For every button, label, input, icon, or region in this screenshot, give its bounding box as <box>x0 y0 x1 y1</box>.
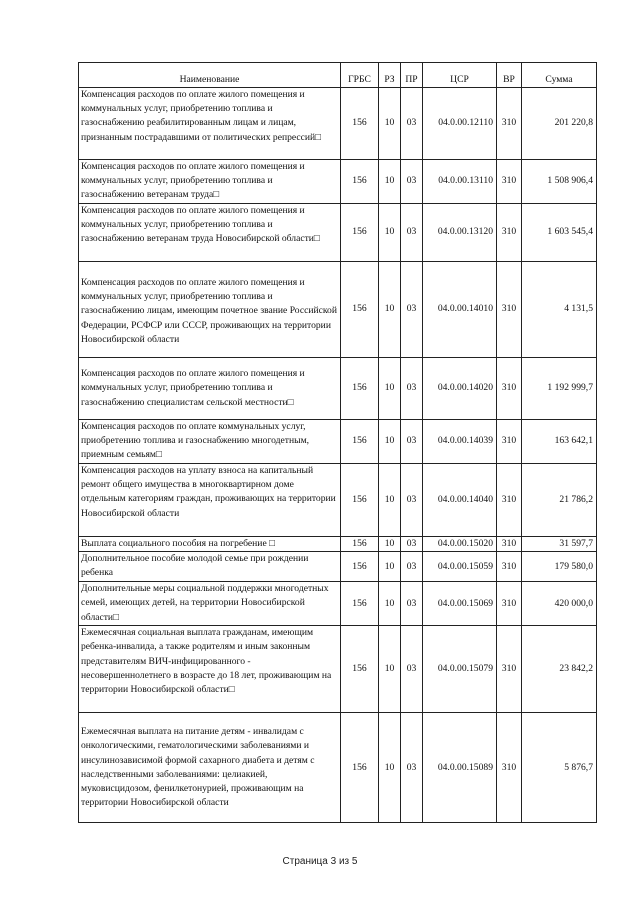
cell-rz: 10 <box>379 713 401 823</box>
cell-sum: 31 597,7 <box>522 537 597 552</box>
table-row <box>79 626 597 713</box>
cell-grbs: 156 <box>341 420 379 464</box>
cell-name: Выплата социального пособия на погребение □ <box>79 537 341 552</box>
cell-vr: 310 <box>497 537 522 552</box>
cell-rz: 10 <box>379 420 401 464</box>
cell-rz: 10 <box>379 464 401 537</box>
table-row <box>79 358 597 420</box>
header-rz: РЗ <box>379 63 401 88</box>
cell-grbs: 156 <box>341 160 379 204</box>
cell-sum: 4 131,5 <box>522 262 597 358</box>
cell-sum: 201 220,8 <box>522 88 597 160</box>
header-pr: ПР <box>401 63 423 88</box>
header-grbs: ГРБС <box>341 63 379 88</box>
table-row <box>79 537 597 552</box>
page-number: Страница 3 из 5 <box>282 856 358 867</box>
cell-rz: 10 <box>379 262 401 358</box>
cell-name: Компенсация расходов по оплате жилого помещения и коммунальных услуг, приобретению топлива и газоснабжению специалистам сельской местности□ <box>79 358 341 420</box>
cell-vr: 310 <box>497 713 522 823</box>
cell-csr: 04.0.00.14020 <box>423 358 497 420</box>
cell-sum: 163 642,1 <box>522 420 597 464</box>
cell-vr: 310 <box>497 552 522 582</box>
cell-rz: 10 <box>379 552 401 582</box>
cell-sum: 21 786,2 <box>522 464 597 537</box>
cell-grbs: 156 <box>341 537 379 552</box>
cell-csr: 04.0.00.14010 <box>423 262 497 358</box>
header-vr: ВР <box>497 63 522 88</box>
cell-sum: 1 192 999,7 <box>522 358 597 420</box>
cell-name: Ежемесячная социальная выплата гражданам, имеющим ребенка-инвалида, а также родителям и иным законным представителям ВИЧ-инфицированного - несовершеннолетнего в возрасте до 18 лет, проживающим на территории Новосибирской области□ <box>79 626 341 713</box>
header-name: Наименование <box>79 63 341 88</box>
cell-rz: 10 <box>379 582 401 626</box>
header-csr: ЦСР <box>423 63 497 88</box>
header-sum: Сумма <box>522 63 597 88</box>
cell-name: Компенсация расходов по оплате жилого помещения и коммунальных услуг, приобретению топлива и газоснабжению реабилитированным лицам и лицам, признанным пострадавшими от политических репрессий□ <box>79 88 341 160</box>
cell-sum: 1 603 545,4 <box>522 204 597 262</box>
cell-sum: 179 580,0 <box>522 552 597 582</box>
cell-name: Компенсация расходов по оплате коммунальных услуг, приобретению топлива и газоснабжению многодетным, приемным семьям□ <box>79 420 341 464</box>
cell-grbs: 156 <box>341 262 379 358</box>
cell-pr: 03 <box>401 262 423 358</box>
table-row <box>79 464 597 537</box>
cell-csr: 04.0.00.15059 <box>423 552 497 582</box>
cell-rz: 10 <box>379 626 401 713</box>
cell-csr: 04.0.00.14040 <box>423 464 497 537</box>
cell-pr: 03 <box>401 537 423 552</box>
budget-table <box>78 62 597 823</box>
table-row <box>79 552 597 582</box>
cell-rz: 10 <box>379 537 401 552</box>
cell-csr: 04.0.00.13110 <box>423 160 497 204</box>
cell-sum: 23 842,2 <box>522 626 597 713</box>
cell-vr: 310 <box>497 358 522 420</box>
cell-grbs: 156 <box>341 552 379 582</box>
cell-grbs: 156 <box>341 464 379 537</box>
cell-vr: 310 <box>497 88 522 160</box>
cell-vr: 310 <box>497 160 522 204</box>
cell-name: Дополнительные меры социальной поддержки многодетных семей, имеющих детей, на территории Новосибирской области□ <box>79 582 341 626</box>
cell-csr: 04.0.00.15089 <box>423 713 497 823</box>
table-row <box>79 160 597 204</box>
cell-csr: 04.0.00.15020 <box>423 537 497 552</box>
cell-name: Дополнительное пособие молодой семье при рождении ребенка <box>79 552 341 582</box>
cell-grbs: 156 <box>341 358 379 420</box>
cell-pr: 03 <box>401 420 423 464</box>
cell-name: Ежемесячная выплата на питание детям - инвалидам с онкологическими, гематологическими заболеваниями и инсулинозависимой формой сахарного диабета и детям с наследственными заболеваниями: целиакией, муковисцидозом, фенилкетонурией, проживающим на территории Новосибирской области <box>79 713 341 823</box>
cell-grbs: 156 <box>341 582 379 626</box>
cell-pr: 03 <box>401 552 423 582</box>
table-row <box>79 262 597 358</box>
cell-csr: 04.0.00.14039 <box>423 420 497 464</box>
cell-pr: 03 <box>401 626 423 713</box>
table-row <box>79 713 597 823</box>
cell-csr: 04.0.00.12110 <box>423 88 497 160</box>
cell-vr: 310 <box>497 626 522 713</box>
cell-pr: 03 <box>401 160 423 204</box>
cell-pr: 03 <box>401 358 423 420</box>
cell-pr: 03 <box>401 713 423 823</box>
table-row <box>79 420 597 464</box>
cell-vr: 310 <box>497 464 522 537</box>
cell-csr: 04.0.00.15069 <box>423 582 497 626</box>
cell-pr: 03 <box>401 88 423 160</box>
cell-rz: 10 <box>379 358 401 420</box>
table-row <box>79 582 597 626</box>
cell-sum: 420 000,0 <box>522 582 597 626</box>
cell-pr: 03 <box>401 204 423 262</box>
table-row <box>79 88 597 160</box>
cell-grbs: 156 <box>341 626 379 713</box>
cell-name: Компенсация расходов по оплате жилого помещения и коммунальных услуг, приобретению топлива и газоснабжению ветеранам труда Новосибирской области□ <box>79 204 341 262</box>
cell-grbs: 156 <box>341 204 379 262</box>
cell-csr: 04.0.00.15079 <box>423 626 497 713</box>
cell-vr: 310 <box>497 582 522 626</box>
cell-rz: 10 <box>379 204 401 262</box>
cell-sum: 1 508 906,4 <box>522 160 597 204</box>
cell-rz: 10 <box>379 160 401 204</box>
cell-sum: 5 876,7 <box>522 713 597 823</box>
cell-grbs: 156 <box>341 88 379 160</box>
table-row <box>79 204 597 262</box>
cell-grbs: 156 <box>341 713 379 823</box>
cell-csr: 04.0.00.13120 <box>423 204 497 262</box>
cell-vr: 310 <box>497 262 522 358</box>
cell-pr: 03 <box>401 464 423 537</box>
cell-name: Компенсация расходов по оплате жилого помещения и коммунальных услуг, приобретению топлива и газоснабжению лицам, имеющим почетное звание Российской Федерации, РСФСР или СССР, проживающих на территории Новосибирской области <box>79 262 341 358</box>
cell-name: Компенсация расходов по оплате жилого помещения и коммунальных услуг, приобретению топлива и газоснабжению ветеранам труда□ <box>79 160 341 204</box>
cell-vr: 310 <box>497 204 522 262</box>
cell-name: Компенсация расходов на уплату взноса на капитальный ремонт общего имущества в многоквартирном доме отдельным категориям граждан, проживающих на территории Новосибирской области <box>79 464 341 537</box>
table-header-row <box>79 63 597 88</box>
cell-rz: 10 <box>379 88 401 160</box>
cell-pr: 03 <box>401 582 423 626</box>
cell-vr: 310 <box>497 420 522 464</box>
